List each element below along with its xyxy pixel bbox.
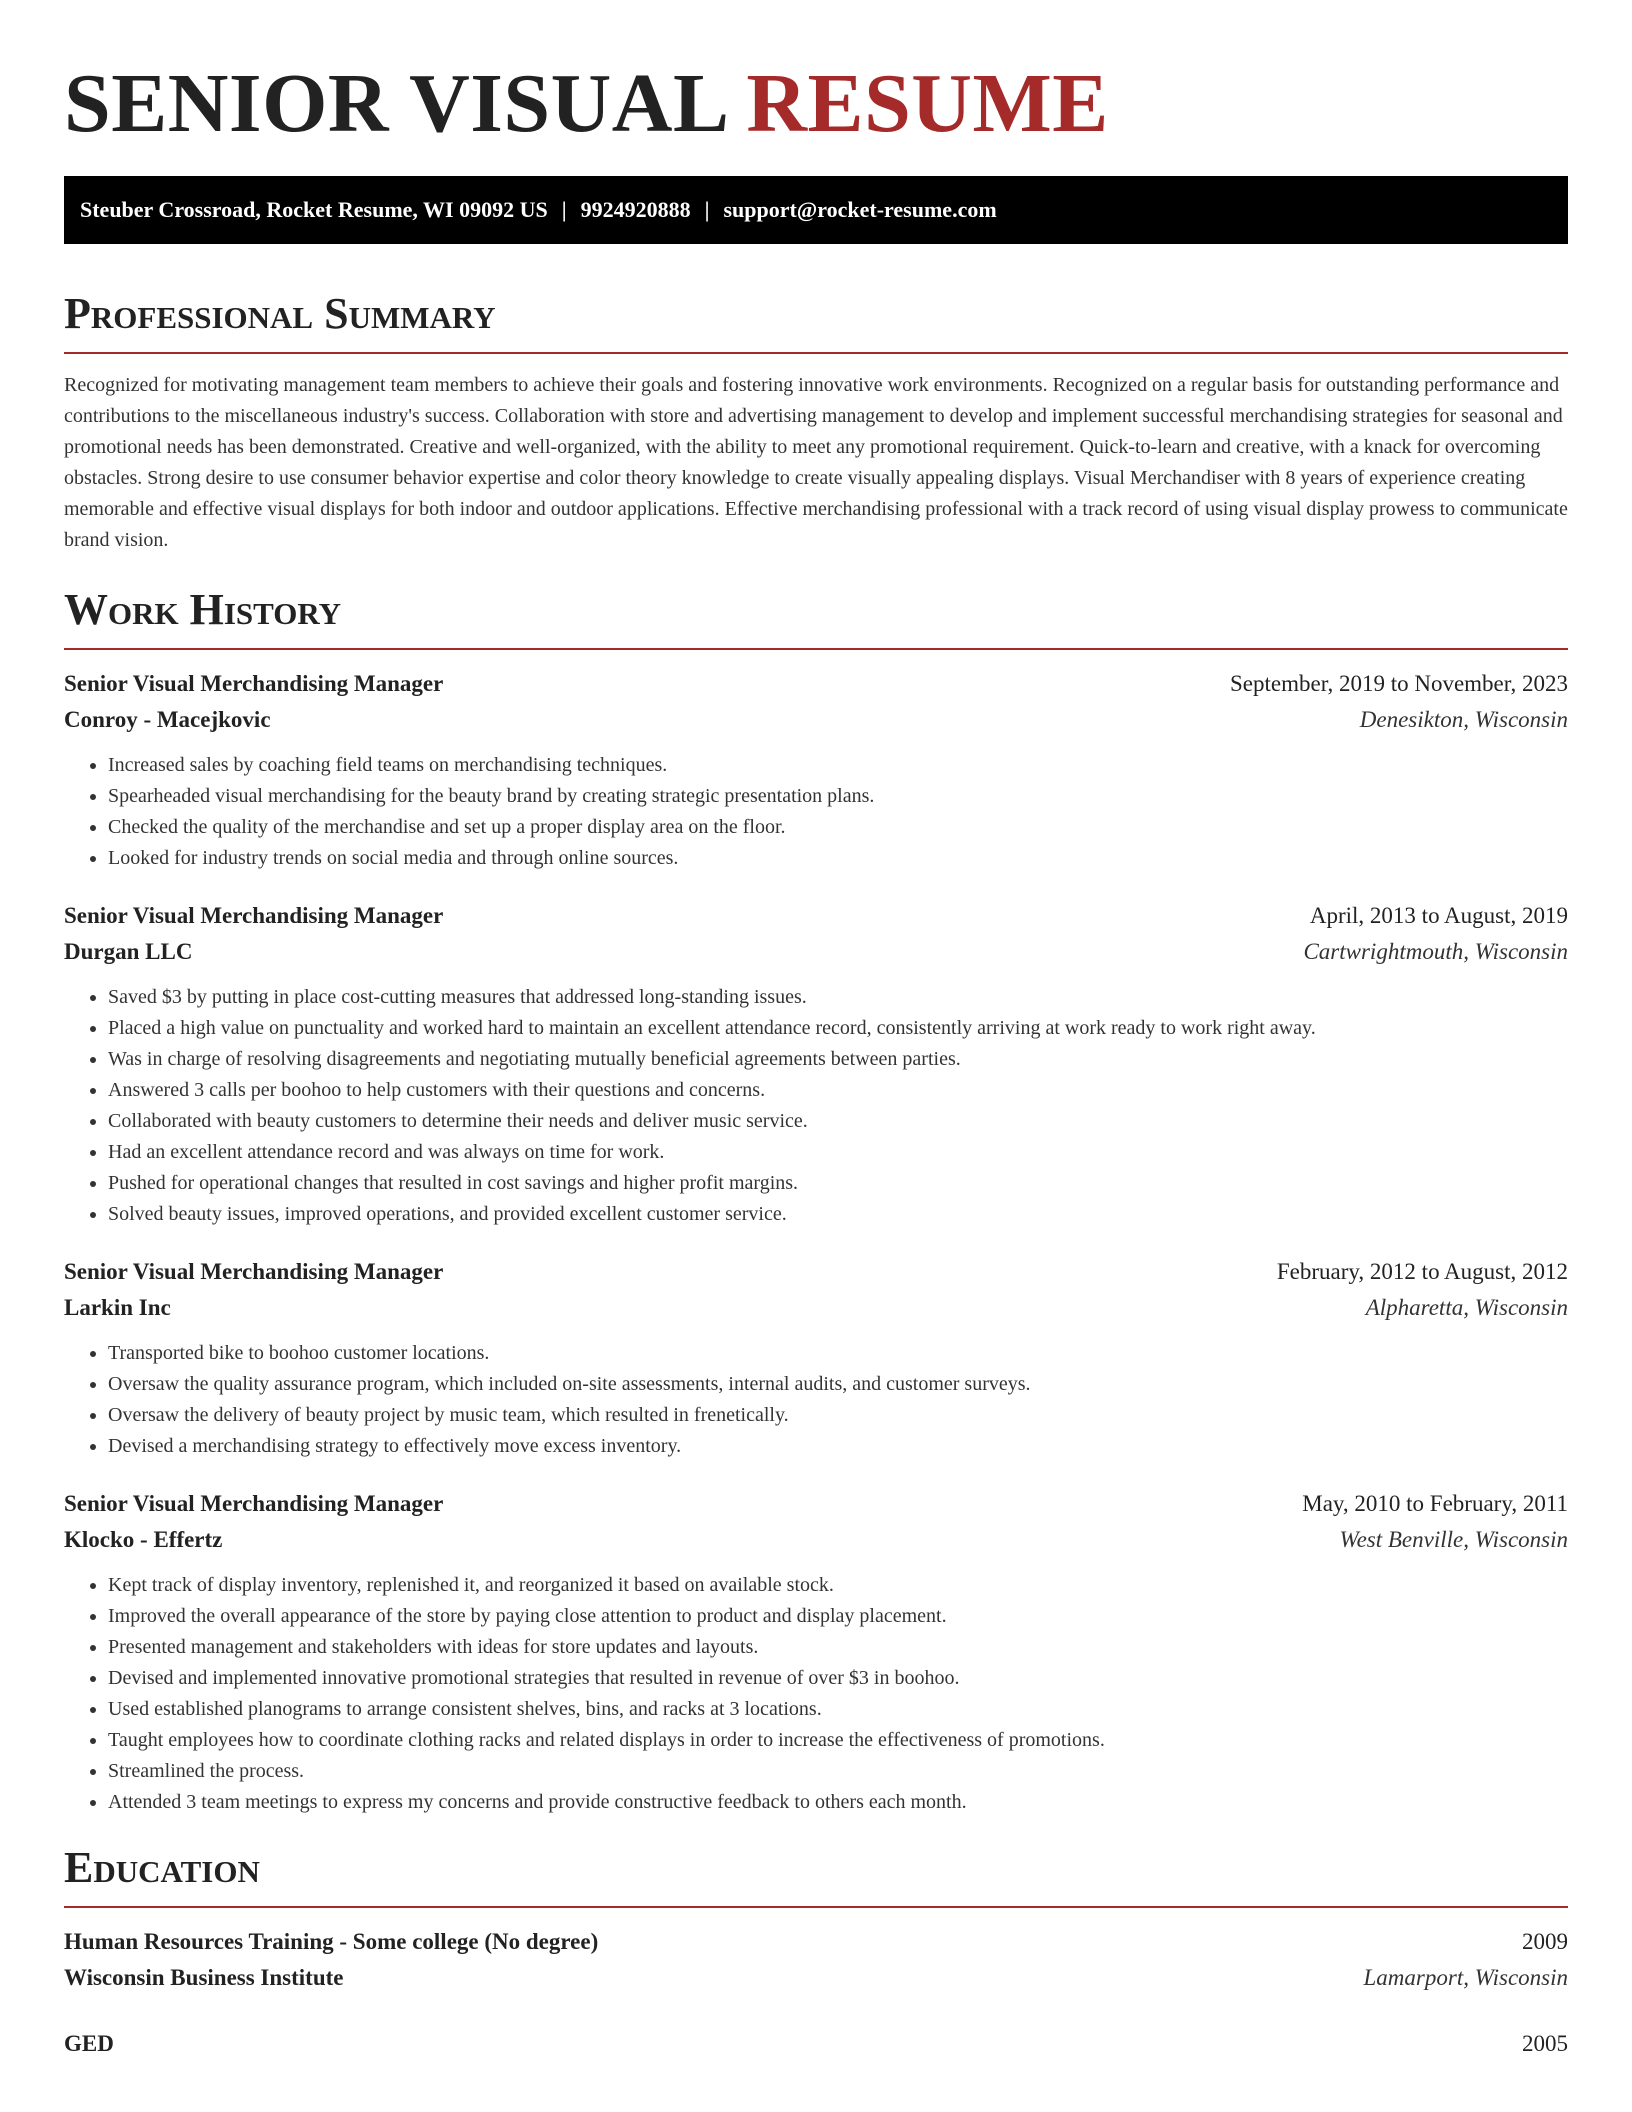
- title-part-dark: SENIOR VISUAL: [64, 57, 725, 150]
- education-degree-row: [64, 2026, 1568, 2062]
- job-company-row: [64, 934, 1568, 970]
- job-title: Senior Visual Merchandising Manager: [64, 1491, 444, 1516]
- education-year: 2005: [1522, 2031, 1568, 2056]
- job-location: Alpharetta, Wisconsin: [1365, 1295, 1568, 1320]
- job-bullet: • Kept track of display inventory, replenished it, and reorganized it based on available stock.: [108, 1570, 1568, 1601]
- contact-separator: |: [704, 197, 710, 222]
- summary-section: [64, 288, 1568, 556]
- resume-title: [64, 56, 1568, 152]
- job-bullet: • Taught employees how to coordinate clothing racks and related displays in order to increase the effectiveness of promotions.: [108, 1725, 1568, 1756]
- job-bullet: • Solved beauty issues, improved operations, and provided excellent customer service.: [108, 1199, 1568, 1230]
- job-bullet: • Oversaw the quality assurance program, which included on-site assessments, internal audits, and customer surveys.: [108, 1369, 1568, 1400]
- section-divider: [64, 648, 1568, 650]
- contact-bar: [64, 176, 1568, 244]
- job-title: Senior Visual Merchandising Manager: [64, 1259, 444, 1284]
- job-dates: February, 2012 to August, 2012: [1276, 1259, 1568, 1284]
- job-company-row: [64, 1290, 1568, 1326]
- job-bullet: • Saved $3 by putting in place cost-cutting measures that addressed long-standing issues.: [108, 982, 1568, 1013]
- job-bullet: • Increased sales by coaching field teams on merchandising techniques.: [108, 750, 1568, 781]
- job-header-row: [64, 1486, 1568, 1522]
- job-location: Denesikton, Wisconsin: [1359, 707, 1568, 732]
- job-bullet: • Devised a merchandising strategy to effectively move excess inventory.: [108, 1431, 1568, 1462]
- education-entry: [64, 1924, 1568, 1996]
- job-header-row: [64, 1254, 1568, 1290]
- job-bullet: • Collaborated with beauty customers to determine their needs and deliver music service.: [108, 1106, 1568, 1137]
- job-title: Senior Visual Merchandising Manager: [64, 671, 444, 696]
- work-history-heading: Work History: [64, 585, 342, 634]
- education-degree-row: [64, 1924, 1568, 1960]
- job-bullet: • Oversaw the delivery of beauty project by music team, which resulted in frenetically.: [108, 1400, 1568, 1431]
- job-location: West Benville, Wisconsin: [1339, 1527, 1568, 1552]
- education-school: Wisconsin Business Institute: [64, 1965, 344, 1990]
- job-entry: [64, 1486, 1568, 1818]
- job-location: Cartwrightmouth, Wisconsin: [1303, 939, 1568, 964]
- job-bullet: • Presented management and stakeholders with ideas for store updates and layouts.: [108, 1632, 1568, 1663]
- job-bullet: • Answered 3 calls per boohoo to help customers with their questions and concerns.: [108, 1075, 1568, 1106]
- job-bullet: • Improved the overall appearance of the store by paying close attention to product and display placement.: [108, 1601, 1568, 1632]
- job-company-row: [64, 1522, 1568, 1558]
- job-company: Conroy - Macejkovic: [64, 707, 271, 732]
- title-part-accent: RESUME: [746, 57, 1109, 150]
- job-company: Klocko - Effertz: [64, 1527, 223, 1552]
- job-bullet: • Looked for industry trends on social media and through online sources.: [108, 843, 1568, 874]
- education-degree: Human Resources Training - Some college (No degree): [64, 1929, 599, 1954]
- work-history-section: [64, 584, 1568, 1818]
- summary-text: Recognized for motivating management team members to achieve their goals and fostering innovative work environments. Recognized on a regular basis for outstanding performance and contributions to the miscellaneous industry's success. Collaboration with store and advertising management to develop and implement successful merchandising strategies for seasonal and promotional needs has been demonstrated. Creative and well-organized, with the ability to meet any promotional requirement. Quick-to-learn and creative, with a knack for overcoming obstacles. Strong desire to use consumer behavior expertise and color theory knowledge to create visually appealing displays. Visual Merchandiser with 8 years of experience creating memorable and effective visual displays for both indoor and outdoor applications. Effective merchandising professional with a track record of using visual display prowess to communicate brand vision.: [64, 374, 1568, 551]
- job-company-row: [64, 702, 1568, 738]
- job-bullet: • Transported bike to boohoo customer locations.: [108, 1338, 1568, 1369]
- job-company: Durgan LLC: [64, 939, 193, 964]
- job-bullet: • Devised and implemented innovative promotional strategies that resulted in revenue of over $3 in boohoo.: [108, 1663, 1568, 1694]
- job-header-row: [64, 666, 1568, 702]
- education-degree: GED: [64, 2031, 114, 2056]
- education-year: 2009: [1522, 1929, 1568, 1954]
- section-divider: [64, 352, 1568, 354]
- job-bullet: • Was in charge of resolving disagreements and negotiating mutually beneficial agreements between parties.: [108, 1044, 1568, 1075]
- job-bullet: • Attended 3 team meetings to express my concerns and provide constructive feedback to others each month.: [108, 1787, 1568, 1818]
- job-bullet: • Used established planograms to arrange consistent shelves, bins, and racks at 3 locations.: [108, 1694, 1568, 1725]
- section-divider: [64, 1906, 1568, 1908]
- job-entry: [64, 1254, 1568, 1462]
- job-title: Senior Visual Merchandising Manager: [64, 903, 444, 928]
- contact-email: support@rocket-resume.com: [723, 197, 997, 222]
- education-school-row: [64, 1960, 1568, 1996]
- contact-separator: |: [561, 197, 567, 222]
- job-bullet: • Streamlined the process.: [108, 1756, 1568, 1787]
- job-bullet: • Placed a high value on punctuality and worked hard to maintain an excellent attendance record, consistently arriving at work ready to work right away.: [108, 1013, 1568, 1044]
- job-bullets: [64, 982, 1568, 1230]
- job-bullet: • Spearheaded visual merchandising for the beauty brand by creating strategic presentation plans.: [108, 781, 1568, 812]
- education-heading: Education: [64, 1843, 260, 1892]
- job-dates: May, 2010 to February, 2011: [1302, 1491, 1568, 1516]
- job-company: Larkin Inc: [64, 1295, 171, 1320]
- job-header-row: [64, 898, 1568, 934]
- job-entry: [64, 898, 1568, 1230]
- job-entry: [64, 666, 1568, 874]
- job-bullets: [64, 1338, 1568, 1462]
- job-dates: April, 2013 to August, 2019: [1309, 903, 1568, 928]
- contact-address: Steuber Crossroad, Rocket Resume, WI 09092 US: [80, 197, 548, 222]
- job-dates: September, 2019 to November, 2023: [1230, 671, 1568, 696]
- education-section: [64, 1842, 1568, 2062]
- job-bullets: [64, 1570, 1568, 1818]
- education-entry: [64, 2026, 1568, 2062]
- job-bullet: • Had an excellent attendance record and was always on time for work.: [108, 1137, 1568, 1168]
- job-bullets: [64, 750, 1568, 874]
- summary-heading: Professional Summary: [64, 289, 496, 338]
- contact-phone: 9924920888: [580, 197, 691, 222]
- job-bullet: • Checked the quality of the merchandise and set up a proper display area on the floor.: [108, 812, 1568, 843]
- job-bullet: • Pushed for operational changes that resulted in cost savings and higher profit margins.: [108, 1168, 1568, 1199]
- education-location: Lamarport, Wisconsin: [1363, 1965, 1568, 1990]
